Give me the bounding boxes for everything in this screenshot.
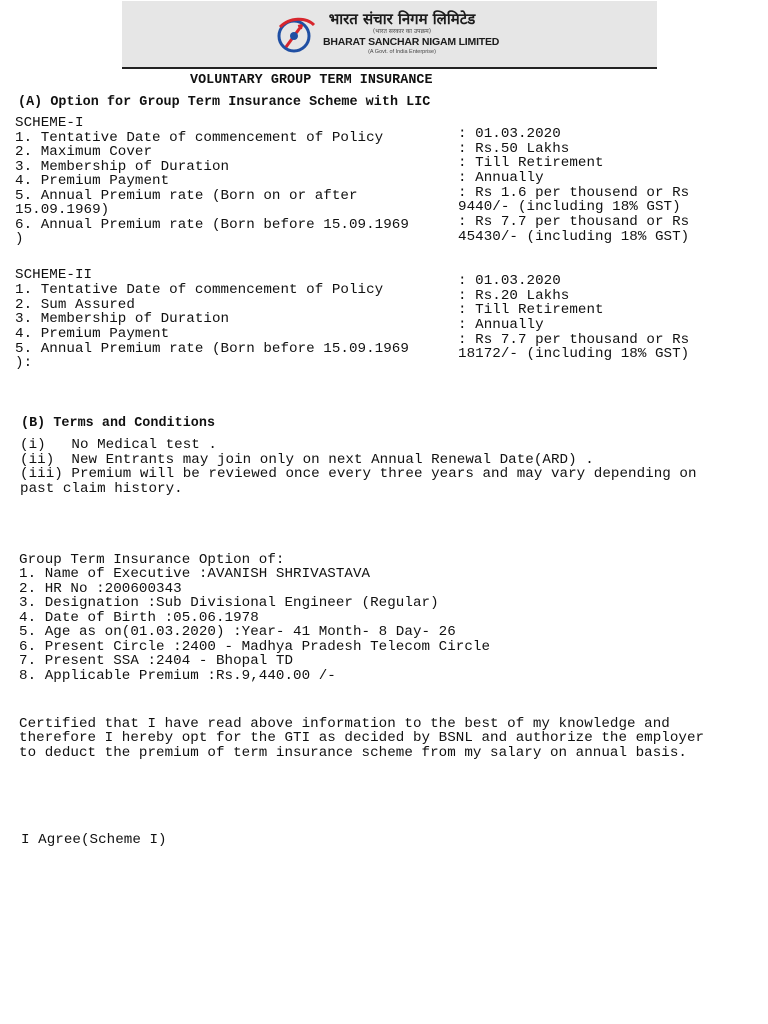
term-line: (iii) Premium will be reviewed once every three years and may vary depending on <box>20 466 697 482</box>
scheme-2-value: : Annually <box>458 317 544 333</box>
scheme-1-value: 9440/- (including 18% GST) <box>458 199 681 215</box>
scheme-1-item: 1. Tentative Date of commencement of Policy <box>15 130 384 146</box>
scheme-2-item: ): <box>15 355 33 371</box>
scheme-2-value: 18172/- (including 18% GST) <box>458 346 690 362</box>
option-line: 4. Date of Birth :05.06.1978 <box>19 610 259 626</box>
brand-block <box>323 10 500 56</box>
section-a-heading: (A) Option for Group Term Insurance Scheme with LIC <box>18 95 431 110</box>
scheme-2-value: : Rs 7.7 per thousand or Rs <box>458 332 690 348</box>
brand-english-subtitle: (A Govt. of India Enterprise) <box>368 49 436 55</box>
scheme-1-value: 45430/- (including 18% GST) <box>458 229 690 245</box>
scheme-1-item: 2. Maximum Cover <box>15 144 153 160</box>
scheme-1-value: : Annually <box>458 170 544 186</box>
option-line: 3. Designation :Sub Divisional Engineer (Regular) <box>19 595 439 611</box>
option-line: 1. Name of Executive :AVANISH SHRIVASTAVA <box>19 566 371 582</box>
scheme-2-value: : Rs.20 Lakhs <box>458 288 570 304</box>
scheme-2-value: : 01.03.2020 <box>458 273 561 289</box>
option-line: 8. Applicable Premium :Rs.9,440.00 /- <box>19 668 336 684</box>
option-line: 6. Present Circle :2400 - Madhya Pradesh Telecom Circle <box>19 639 491 655</box>
scheme-1-item: 15.09.1969) <box>15 202 110 218</box>
brand-english-name: BHARAT SANCHAR NIGAM LIMITED <box>323 36 500 48</box>
option-line: 7. Present SSA :2404 - Bhopal TD <box>19 653 294 669</box>
option-heading: Group Term Insurance Option of: <box>19 552 285 568</box>
certification-line: therefore I hereby opt for the GTI as decided by BSNL and authorize the employer <box>19 730 705 746</box>
scheme-1-value: : Rs 1.6 per thousend or Rs <box>458 185 690 201</box>
bsnl-logo-icon <box>272 13 318 55</box>
scheme-1-item: ) <box>15 231 24 247</box>
scheme-1-value: : Rs.50 Lakhs <box>458 141 570 157</box>
scheme-1-item: 3. Membership of Duration <box>15 159 230 175</box>
option-line: 5. Age as on(01.03.2020) :Year- 41 Month- 8 Day- 26 <box>19 624 456 640</box>
scheme-1-value: : Rs 7.7 per thousand or Rs <box>458 214 690 230</box>
brand-hindi-subtitle: (भारत सरकार का उपक्रम) <box>372 28 432 35</box>
term-line: past claim history. <box>20 481 183 497</box>
scheme-2-item: 2. Sum Assured <box>15 297 135 313</box>
term-line: (i) No Medical test . <box>20 437 217 453</box>
term-line: (ii) New Entrants may join only on next Annual Renewal Date(ARD) . <box>20 452 594 468</box>
agreement-text: I Agree(Scheme I) <box>21 832 167 848</box>
brand-hindi-name: भारत संचार निगम लिमिटेड <box>328 10 476 28</box>
scheme-1-value: : 01.03.2020 <box>458 126 561 142</box>
scheme-2-item: 1. Tentative Date of commencement of Policy <box>15 282 384 298</box>
scheme-2-item: 3. Membership of Duration <box>15 311 230 327</box>
scheme-1-item: 5. Annual Premium rate (Born on or after <box>15 188 358 204</box>
document-title: VOLUNTARY GROUP TERM INSURANCE <box>190 73 433 88</box>
scheme-2-name: SCHEME-II <box>15 267 93 283</box>
scheme-1-name: SCHEME-I <box>15 115 84 131</box>
scheme-2-item: 4. Premium Payment <box>15 326 170 342</box>
option-line: 2. HR No :200600343 <box>19 581 182 597</box>
scheme-1-item: 4. Premium Payment <box>15 173 170 189</box>
scheme-2-item: 5. Annual Premium rate (Born before 15.09.1969 <box>15 341 409 357</box>
scheme-2-value: : Till Retirement <box>458 302 604 318</box>
letterhead <box>122 1 657 69</box>
certification-line: Certified that I have read above information to the best of my knowledge and <box>19 716 670 732</box>
scheme-1-value: : Till Retirement <box>458 155 604 171</box>
section-b-heading: (B) Terms and Conditions <box>21 416 216 431</box>
certification-line: to deduct the premium of term insurance scheme from my salary on annual basis. <box>19 745 687 761</box>
scheme-1-item: 6. Annual Premium rate (Born before 15.09.1969 <box>15 217 409 233</box>
